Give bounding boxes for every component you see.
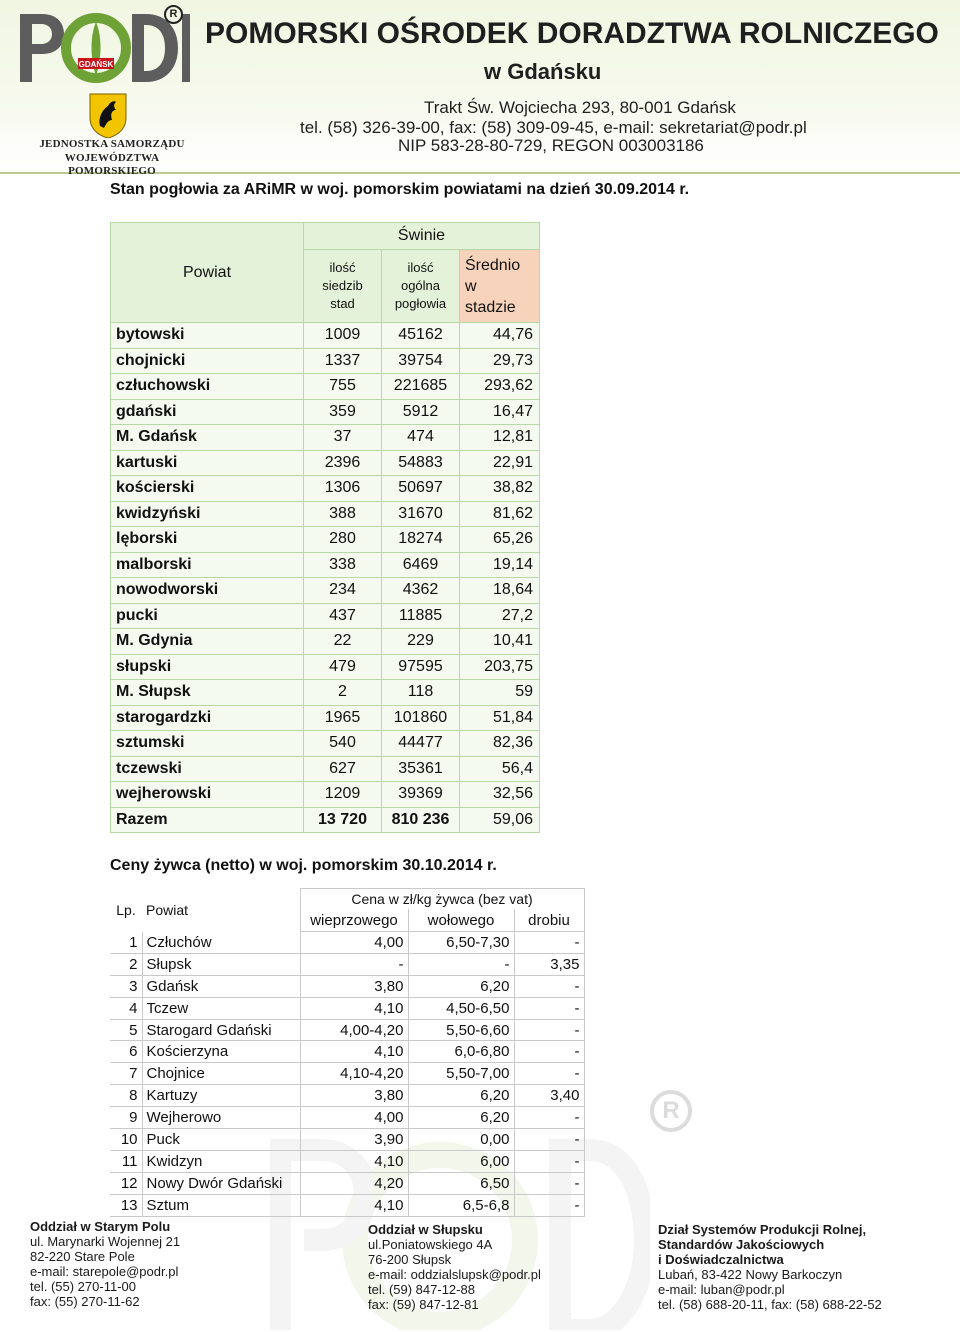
- poultry-price-cell: -: [514, 1129, 584, 1151]
- siedzib-cell: 37: [304, 425, 382, 451]
- table-row: [111, 399, 540, 425]
- poglowie-cell: 44477: [382, 731, 460, 757]
- table-row: [111, 782, 540, 808]
- pork-price-cell: 4,10-4,20: [300, 1063, 408, 1085]
- powiat-cell: M. Gdynia: [111, 629, 304, 655]
- srednio-cell: 27,2: [460, 603, 540, 629]
- table-row: [110, 1129, 584, 1151]
- lp-cell: 12: [110, 1172, 142, 1194]
- srednio-cell: 22,91: [460, 450, 540, 476]
- government-line-2: WOJEWÓDZTWA POMORSKIEGO: [64, 152, 160, 177]
- table-row: [111, 629, 540, 655]
- footer-line: tel. (59) 847-12-88: [368, 1282, 475, 1297]
- table-row: [111, 527, 540, 553]
- srednio-cell: 38,82: [460, 476, 540, 502]
- siedzib-cell: 479: [304, 654, 382, 680]
- powiat-cell: kościerski: [111, 476, 304, 502]
- table-row: [110, 1085, 584, 1107]
- siedzib-cell: 22: [304, 629, 382, 655]
- powiat-cell: kwidzyński: [111, 501, 304, 527]
- poultry-price-cell: -: [514, 1019, 584, 1041]
- contact-line: tel. (58) 326-39-00, fax: (58) 309-09-45, e-mail: sekretariat@podr.pl: [300, 118, 807, 137]
- place-cell: Kościerzyna: [142, 1041, 300, 1063]
- poglowie-cell: 4362: [382, 578, 460, 604]
- table-row: [111, 476, 540, 502]
- lp-cell: 9: [110, 1107, 142, 1129]
- header-poglowie: ilość ogólna pogłowia: [382, 250, 460, 323]
- table-row: [111, 756, 540, 782]
- powiat-cell: chojnicki: [111, 348, 304, 374]
- poglowie-cell: 221685: [382, 374, 460, 400]
- poglowie-cell: 50697: [382, 476, 460, 502]
- footer-line: fax: (59) 847-12-81: [368, 1297, 479, 1312]
- header-price-caption: Cena w zł/kg żywca (bez vat): [300, 889, 584, 910]
- logo-badge-text: GDAŃSK: [78, 60, 114, 69]
- watermark-registered-icon: R: [650, 1090, 692, 1132]
- lp-cell: 4: [110, 997, 142, 1019]
- place-cell: Sztum: [142, 1194, 300, 1216]
- srednio-cell: 65,26: [460, 527, 540, 553]
- siedzib-cell: 2396: [304, 450, 382, 476]
- pork-price-cell: 4,20: [300, 1172, 408, 1194]
- letterhead: [0, 0, 960, 177]
- table-row: [110, 1107, 584, 1129]
- srednio-cell: 32,56: [460, 782, 540, 808]
- beef-price-cell: 6,5-6,8: [408, 1194, 514, 1216]
- poglowie-cell: 31670: [382, 501, 460, 527]
- table-row: [111, 450, 540, 476]
- srednio-cell: 18,64: [460, 578, 540, 604]
- poultry-price-cell: -: [514, 1063, 584, 1085]
- poultry-price-cell: -: [514, 1194, 584, 1216]
- poglowie-cell: 18274: [382, 527, 460, 553]
- beef-price-cell: -: [408, 953, 514, 975]
- header-powiat: Powiat: [111, 223, 304, 323]
- pork-price-cell: 4,00-4,20: [300, 1019, 408, 1041]
- pork-price-cell: -: [300, 953, 408, 975]
- poglowie-cell: 810 236: [382, 807, 460, 833]
- footer-line: 76-200 Słupsk: [368, 1252, 452, 1267]
- srednio-cell: 59,06: [460, 807, 540, 833]
- lp-cell: 2: [110, 953, 142, 975]
- section-title-stock: Stan pogłowia za ARiMR w woj. pomorskim powiatami na dzień 30.09.2014 r.: [110, 181, 690, 198]
- srednio-cell: 51,84: [460, 705, 540, 731]
- table-row: [111, 552, 540, 578]
- griffin-crest-icon: [88, 92, 128, 138]
- powiat-cell: gdański: [111, 399, 304, 425]
- table-row: [111, 501, 540, 527]
- powiat-cell: lęborski: [111, 527, 304, 553]
- table-row: [110, 1063, 584, 1085]
- srednio-cell: 19,14: [460, 552, 540, 578]
- srednio-cell: 59: [460, 680, 540, 706]
- poglowie-cell: 35361: [382, 756, 460, 782]
- header-pork: wieprzowego: [300, 909, 408, 932]
- tax-id-line: NIP 583-28-80-729, REGON 003003186: [398, 136, 704, 155]
- powiat-cell: sztumski: [111, 731, 304, 757]
- poglowie-cell: 229: [382, 629, 460, 655]
- table-row: [110, 1194, 584, 1216]
- beef-price-cell: 6,20: [408, 1085, 514, 1107]
- place-cell: Kartuzy: [142, 1085, 300, 1107]
- table-row: [111, 731, 540, 757]
- poultry-price-cell: -: [514, 932, 584, 954]
- poglowie-cell: 474: [382, 425, 460, 451]
- beef-price-cell: 4,50-6,50: [408, 997, 514, 1019]
- powiat-cell: M. Słupsk: [111, 680, 304, 706]
- table-row: [111, 603, 540, 629]
- footer-line: e-mail: oddzialslupsk@podr.pl: [368, 1267, 541, 1282]
- siedzib-cell: 755: [304, 374, 382, 400]
- lp-cell: 1: [110, 932, 142, 954]
- header-srednio: Średnio w stadzie: [460, 250, 540, 323]
- table-row: [111, 680, 540, 706]
- footer-title: Oddział w Słupsku: [368, 1222, 483, 1237]
- poglowie-cell: 39369: [382, 782, 460, 808]
- lp-cell: 10: [110, 1129, 142, 1151]
- table-row: [110, 975, 584, 997]
- srednio-cell: 29,73: [460, 348, 540, 374]
- pork-price-cell: 4,10: [300, 1194, 408, 1216]
- table-row: [111, 425, 540, 451]
- siedzib-cell: 1965: [304, 705, 382, 731]
- header-poultry: drobiu: [514, 909, 584, 932]
- siedzib-cell: 13 720: [304, 807, 382, 833]
- footer-title: Oddział w Starym Polu: [30, 1219, 171, 1234]
- place-cell: Człuchów: [142, 932, 300, 954]
- srednio-cell: 203,75: [460, 654, 540, 680]
- footer-line: ul. Marynarki Wojennej 21: [30, 1234, 181, 1249]
- table-row: [110, 997, 584, 1019]
- lp-cell: 7: [110, 1063, 142, 1085]
- footer-department-luban: [658, 1222, 882, 1312]
- pork-price-cell: 3,80: [300, 975, 408, 997]
- header-beef: wołowego: [408, 909, 514, 932]
- footer-title: Dział Systemów Produkcji Rolnej,: [658, 1222, 867, 1237]
- srednio-cell: 293,62: [460, 374, 540, 400]
- beef-price-cell: 0,00: [408, 1129, 514, 1151]
- beef-price-cell: 6,00: [408, 1150, 514, 1172]
- pork-price-cell: 4,00: [300, 932, 408, 954]
- footer-line: fax: (55) 270-11-62: [30, 1294, 140, 1309]
- pork-price-cell: 4,10: [300, 1150, 408, 1172]
- lp-cell: 6: [110, 1041, 142, 1063]
- srednio-cell: 12,81: [460, 425, 540, 451]
- siedzib-cell: 1337: [304, 348, 382, 374]
- beef-price-cell: 5,50-7,00: [408, 1063, 514, 1085]
- lp-cell: 8: [110, 1085, 142, 1107]
- header-swinie: Świnie: [304, 223, 540, 250]
- powiat-cell: wejherowski: [111, 782, 304, 808]
- poultry-price-cell: 3,40: [514, 1085, 584, 1107]
- table-row: [111, 654, 540, 680]
- srednio-cell: 10,41: [460, 629, 540, 655]
- place-cell: Gdańsk: [142, 975, 300, 997]
- organization-name: POMORSKI OŚRODEK DORADZTWA ROLNICZEGO: [205, 17, 939, 50]
- footer-title: Standardów Jakościowych: [658, 1237, 825, 1252]
- poglowie-cell: 11885: [382, 603, 460, 629]
- pig-stock-table: [110, 222, 540, 833]
- powiat-cell: Razem: [111, 807, 304, 833]
- table-row: [111, 348, 540, 374]
- footer-line: ul.Poniatowskiego 4A: [368, 1237, 493, 1252]
- table-row: [111, 323, 540, 349]
- siedzib-cell: 1306: [304, 476, 382, 502]
- siedzib-cell: 1209: [304, 782, 382, 808]
- footer-line: tel. (58) 688-20-11, fax: (58) 688-22-52: [658, 1297, 882, 1312]
- pork-price-cell: 4,10: [300, 997, 408, 1019]
- pork-price-cell: 4,10: [300, 1041, 408, 1063]
- beef-price-cell: 6,20: [408, 975, 514, 997]
- footer-line: e-mail: luban@podr.pl: [658, 1282, 785, 1297]
- lp-cell: 11: [110, 1150, 142, 1172]
- total-row: [111, 807, 540, 833]
- beef-price-cell: 6,20: [408, 1107, 514, 1129]
- poglowie-cell: 118: [382, 680, 460, 706]
- footer-branch-slupsk: [368, 1222, 541, 1312]
- table-row: [110, 1172, 584, 1194]
- table-row: [111, 374, 540, 400]
- siedzib-cell: 1009: [304, 323, 382, 349]
- table-row: [110, 953, 584, 975]
- poglowie-cell: 54883: [382, 450, 460, 476]
- registered-mark-icon: R: [164, 5, 183, 24]
- table-row: [110, 1019, 584, 1041]
- place-cell: Tczew: [142, 997, 300, 1019]
- poultry-price-cell: -: [514, 997, 584, 1019]
- beef-price-cell: 5,50-6,60: [408, 1019, 514, 1041]
- powiat-cell: malborski: [111, 552, 304, 578]
- place-cell: Nowy Dwór Gdański: [142, 1172, 300, 1194]
- powiat-cell: nowodworski: [111, 578, 304, 604]
- poglowie-cell: 45162: [382, 323, 460, 349]
- srednio-cell: 16,47: [460, 399, 540, 425]
- srednio-cell: 56,4: [460, 756, 540, 782]
- footer-line: Lubań, 83-422 Nowy Barkoczyn: [658, 1267, 843, 1282]
- poultry-price-cell: -: [514, 1107, 584, 1129]
- poultry-price-cell: 3,35: [514, 953, 584, 975]
- powiat-cell: starogardzki: [111, 705, 304, 731]
- siedzib-cell: 234: [304, 578, 382, 604]
- lp-cell: 3: [110, 975, 142, 997]
- place-cell: Kwidzyn: [142, 1150, 300, 1172]
- siedzib-cell: 540: [304, 731, 382, 757]
- beef-price-cell: 6,0-6,80: [408, 1041, 514, 1063]
- footer-line: 82-220 Stare Pole: [30, 1249, 135, 1264]
- place-cell: Starogard Gdański: [142, 1019, 300, 1041]
- place-cell: Puck: [142, 1129, 300, 1151]
- beef-price-cell: 6,50: [408, 1172, 514, 1194]
- srednio-cell: 81,62: [460, 501, 540, 527]
- organization-city: w Gdańsku: [484, 59, 602, 84]
- table-row: [111, 705, 540, 731]
- place-cell: Słupsk: [142, 953, 300, 975]
- pork-price-cell: 4,00: [300, 1107, 408, 1129]
- pork-price-cell: 3,90: [300, 1129, 408, 1151]
- poglowie-cell: 39754: [382, 348, 460, 374]
- livestock-price-table: [110, 888, 585, 1217]
- section-title-prices: Ceny żywca (netto) w woj. pomorskim 30.10.2014 r.: [110, 857, 497, 874]
- poultry-price-cell: -: [514, 1150, 584, 1172]
- siedzib-cell: 359: [304, 399, 382, 425]
- poglowie-cell: 6469: [382, 552, 460, 578]
- table-row: [110, 932, 584, 954]
- table-row: [110, 1041, 584, 1063]
- poultry-price-cell: -: [514, 1041, 584, 1063]
- powiat-cell: pucki: [111, 603, 304, 629]
- lp-cell: 13: [110, 1194, 142, 1216]
- poultry-price-cell: -: [514, 975, 584, 997]
- table-row: [111, 578, 540, 604]
- powiat-cell: tczewski: [111, 756, 304, 782]
- siedzib-cell: 627: [304, 756, 382, 782]
- powiat-cell: M. Gdańsk: [111, 425, 304, 451]
- header-lp: Lp.: [116, 902, 136, 918]
- table-row: [110, 1150, 584, 1172]
- siedzib-cell: 388: [304, 501, 382, 527]
- place-cell: Chojnice: [142, 1063, 300, 1085]
- header-powiat: Powiat: [146, 902, 189, 918]
- powiat-cell: kartuski: [111, 450, 304, 476]
- powiat-cell: słupski: [111, 654, 304, 680]
- place-cell: Wejherowo: [142, 1107, 300, 1129]
- srednio-cell: 82,36: [460, 731, 540, 757]
- siedzib-cell: 280: [304, 527, 382, 553]
- footer-line: e-mail: starepole@podr.pl: [30, 1264, 179, 1279]
- siedzib-cell: 338: [304, 552, 382, 578]
- siedzib-cell: 2: [304, 680, 382, 706]
- poglowie-cell: 5912: [382, 399, 460, 425]
- powiat-cell: bytowski: [111, 323, 304, 349]
- header-siedzib: ilość siedzib stad: [304, 250, 382, 323]
- beef-price-cell: 6,50-7,30: [408, 932, 514, 954]
- footer-title: i Doświadczalnictwa: [658, 1252, 784, 1267]
- poglowie-cell: 97595: [382, 654, 460, 680]
- government-line-1: JEDNOSTKA SAMORZĄDU: [39, 138, 185, 150]
- address-line: Trakt Św. Wojciecha 293, 80-001 Gdańsk: [424, 98, 736, 117]
- poglowie-cell: 101860: [382, 705, 460, 731]
- poultry-price-cell: -: [514, 1172, 584, 1194]
- powiat-cell: człuchowski: [111, 374, 304, 400]
- lp-cell: 5: [110, 1019, 142, 1041]
- footer-branch-stare-pole: [30, 1219, 180, 1309]
- pork-price-cell: 3,80: [300, 1085, 408, 1107]
- srednio-cell: 44,76: [460, 323, 540, 349]
- siedzib-cell: 437: [304, 603, 382, 629]
- footer-line: tel. (55) 270-11-00: [30, 1279, 136, 1294]
